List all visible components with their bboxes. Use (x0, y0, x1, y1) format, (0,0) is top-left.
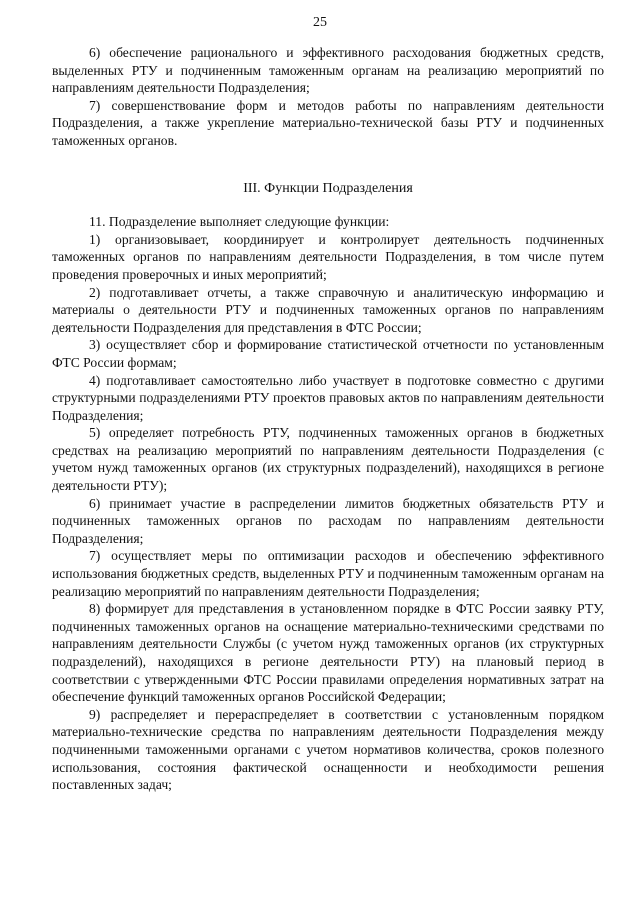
document-body (52, 44, 604, 794)
function-item-3: 3) осуществляет сбор и формирование статистической отчетности по установленным ФТС России формам; (52, 337, 604, 370)
paragraph-item-7: 7) совершенствование форм и методов работы по направлениям деятельности Подразделения, а также укрепление материально-технической базы РТУ и подчиненных таможенных органов. (52, 97, 604, 148)
function-item-1: 1) организовывает, координирует и контролирует деятельность подчиненных таможенных органов по направлениям деятельности Подразделения, в том числе путем проведения проверочных и иных мероприятий; (52, 231, 604, 282)
paragraph-item-6: 6) обеспечение рационального и эффективного расходования бюджетных средств, выделенных РТУ и подчиненным таможенным органам на реализацию мероприятий по направлениям деятельности Подразделения; (52, 45, 604, 96)
function-item-2: 2) подготавливает отчеты, а также справочную и аналитическую информацию и материалы о деятельности РТУ и подчиненных таможенных органов по направлениям деятельности Подразделения для представления в ФТС России; (52, 284, 604, 335)
function-item-8: 8) формирует для представления в установленном порядке в ФТС России заявку РТУ, подчиненных таможенных органов на оснащение материально-техническими средствами по направлениям деятельности Службы (с учетом нужд таможенных органов (их структурных подразделений), находящихся в регионе деятельности РТУ) на плановый период в соответствии с утвержденными ФТС России правилами определения нормативных затрат на обеспечение функций таможенных органов Российской Федерации; (52, 601, 604, 705)
page-number: 25 (313, 15, 327, 30)
function-item-4: 4) подготавливает самостоятельно либо участвует в подготовке совместно с другими структурными подразделениями РТУ проектов правовых актов по направлениям деятельности Подразделения; (52, 372, 604, 423)
spacer (52, 150, 604, 166)
function-item-5: 5) определяет потребность РТУ, подчиненных таможенных органов в бюджетных средствах на реализацию мероприятий по направлениям деятельности Подразделения (с учетом нужд таможенных органов (их структурных подразделений), находящихся в регионе деятельности РТУ); (52, 425, 604, 494)
function-item-9: 9) распределяет и перераспределяет в соответствии с установленным порядком материально-технические средства по направлениям деятельности Подразделения между подчиненными таможенными органами с учетом нормативов количества, сроков полезного использования, состояния фактической оснащенности и необходимости решения поставленных задач; (52, 706, 604, 793)
functions-intro: 11. Подразделение выполняет следующие функции: (89, 214, 390, 230)
function-item-6: 6) принимает участие в распределении лимитов бюджетных обязательств РТУ и подчиненных таможенных органов по расходам по направлениям деятельности Подразделения; (52, 495, 604, 546)
section-heading: III. Функции Подразделения (243, 180, 413, 196)
function-item-7: 7) осуществляет меры по оптимизации расходов и обеспечению эффективного использования бюджетных средств, выделенных РТУ и подчиненным таможенным органам на реализацию мероприятий по направлениям деятельности Подразделения; (52, 548, 604, 599)
